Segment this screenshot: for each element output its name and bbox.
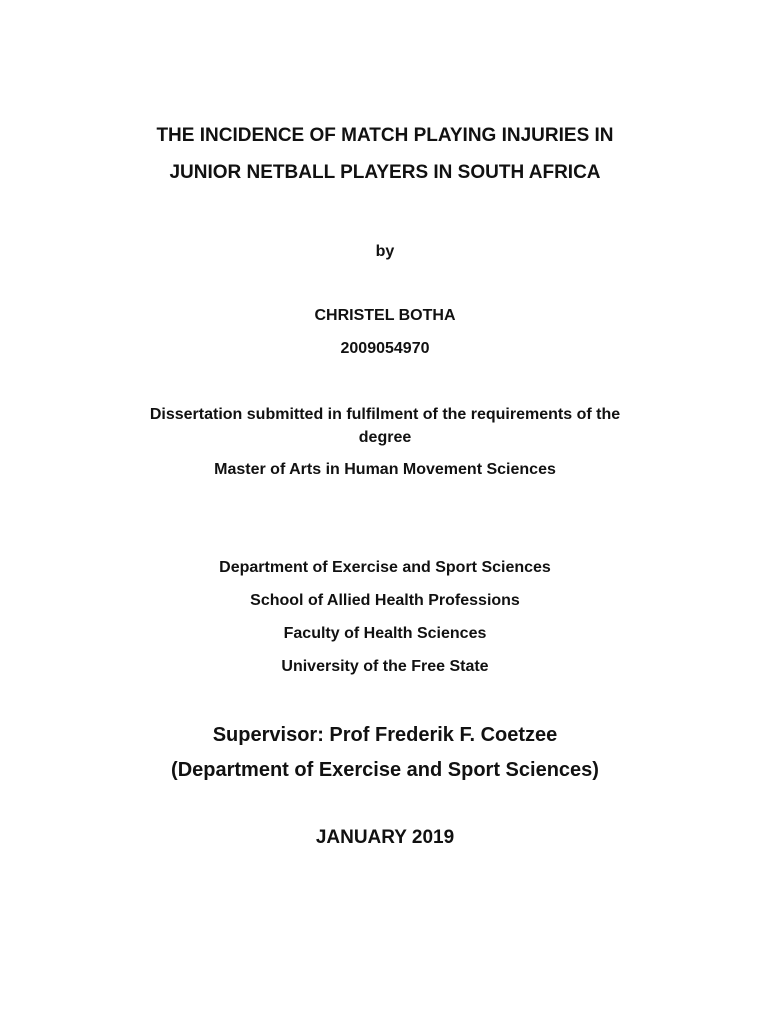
university: University of the Free State xyxy=(281,658,489,675)
thesis-title-line-2: JUNIOR NETBALL PLAYERS IN SOUTH AFRICA xyxy=(169,162,601,183)
author-name: CHRISTEL BOTHA xyxy=(314,307,456,324)
supervisor-department: (Department of Exercise and Sport Sciences) xyxy=(171,759,599,781)
faculty: Faculty of Health Sciences xyxy=(283,625,487,642)
supervisor: Supervisor: Prof Frederik F. Coetzee xyxy=(212,724,558,746)
submission-date: JANUARY 2019 xyxy=(315,827,455,848)
thesis-title-line-1: THE INCIDENCE OF MATCH PLAYING INJURIES IN xyxy=(156,125,614,146)
department: Department of Exercise and Sport Sciences xyxy=(219,559,551,576)
submission-statement-line-1: Dissertation submitted in fulfilment of the requirements of the xyxy=(149,406,621,423)
degree-name: Master of Arts in Human Movement Sciences xyxy=(214,461,556,478)
submission-statement-line-2: degree xyxy=(358,429,412,446)
student-number: 2009054970 xyxy=(340,340,430,357)
school: School of Allied Health Professions xyxy=(250,592,520,609)
by-label: by xyxy=(375,243,395,260)
